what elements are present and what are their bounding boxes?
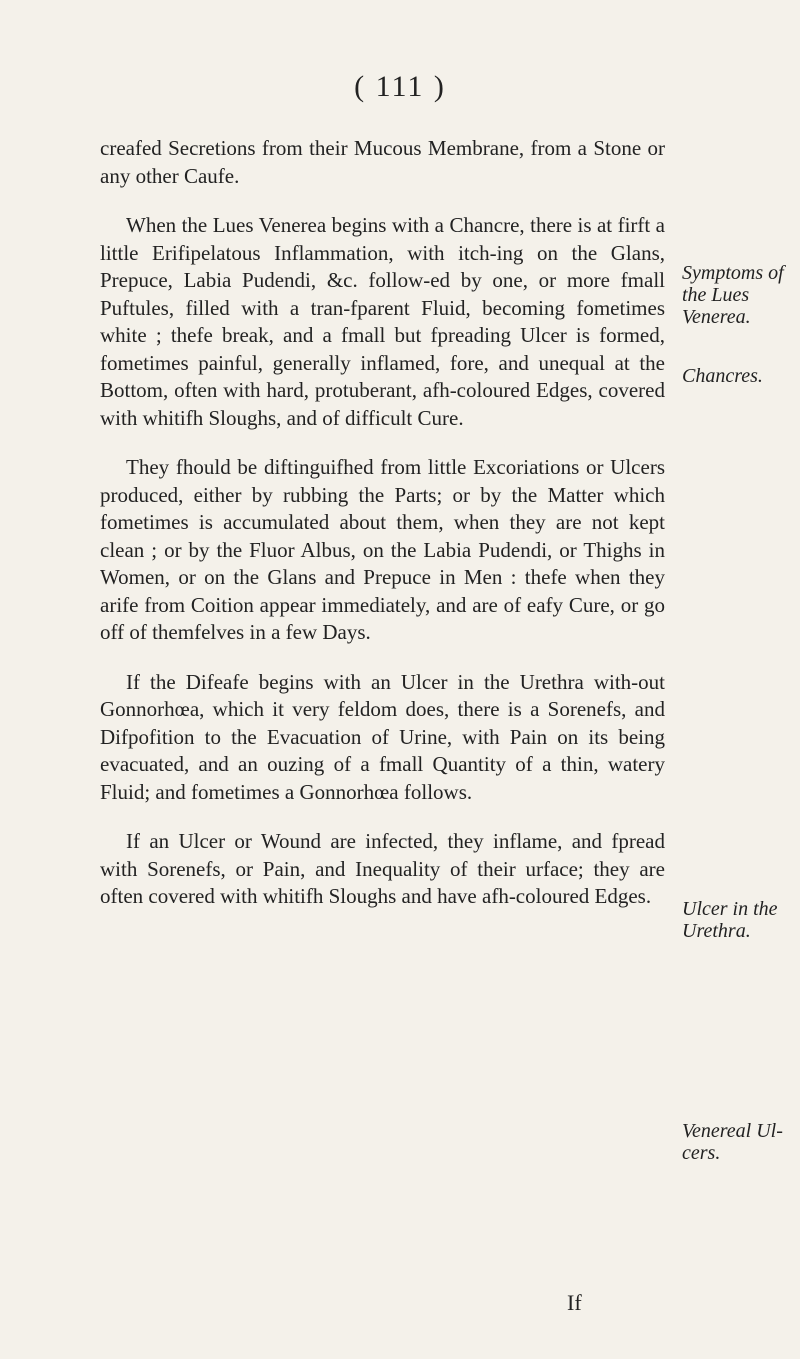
margin-note-chancres: Chancres.	[682, 365, 763, 387]
paragraph-2: When the Lues Venerea begins with a Chancre, there is at firft a little Erifipelatous Inflammation, with itch-ing on the Glans, Prepuce, Labia Pudendi, &c. follow-ed by one, or more fmall Puftules, filled with a tran-fparent Fluid, becoming fometimes white ; thefe break, and a fmall but fpreading Ulcer is formed, fometimes painful, generally inflamed, fore, and unequal at the Bottom, often with hard, protuberant, afh-coloured Edges, covered with whitifh Sloughs, and of difficult Cure.	[100, 213, 665, 430]
margin-note-symptoms: Symptoms of the Lues Venerea.	[682, 262, 784, 328]
margin-note-venereal-ulcers: Venereal Ul-cers.	[682, 1120, 783, 1164]
paragraph-4: If the Difeafe begins with an Ulcer in the Urethra with-out Gonnorhœa, which it very feldom does, there is a Sorenefs, and Difpofition to the Evacuation of Urine, with Pain on its being evacuated, and an ouzing of a fmall Quantity of a thin, watery Fluid; and fometimes a Gonnorhœa follows.	[100, 669, 665, 804]
paragraph-3: They fhould be diftinguifhed from little Excoriations or Ulcers produced, either by rubbing the Parts; or by the Matter which fometimes is accumulated about them, when they are not kept clean ; or by the Fluor Albus, on the Labia Pudendi, or Thighs in Women, or on the Glans and Prepuce in Men : thefe when they arife from Coition appear immediately, and are of eafy Cure, or go off of themfelves in a few Days.	[100, 455, 665, 644]
page-number-header: ( 111 )	[354, 70, 446, 103]
margin-note-ulcer-urethra: Ulcer in the Urethra.	[682, 898, 778, 942]
catchword: If	[567, 1290, 582, 1315]
body-text	[100, 135, 665, 933]
paragraph-5: If an Ulcer or Wound are infected, they inflame, and fpread with Sorenefs, or Pain, and Inequality of their urface; they are often covered with whitifh Sloughs and have afh-coloured Edges.	[100, 829, 665, 908]
paragraph-1: creafed Secretions from their Mucous Membrane, from a Stone or any other Caufe.	[100, 136, 665, 188]
